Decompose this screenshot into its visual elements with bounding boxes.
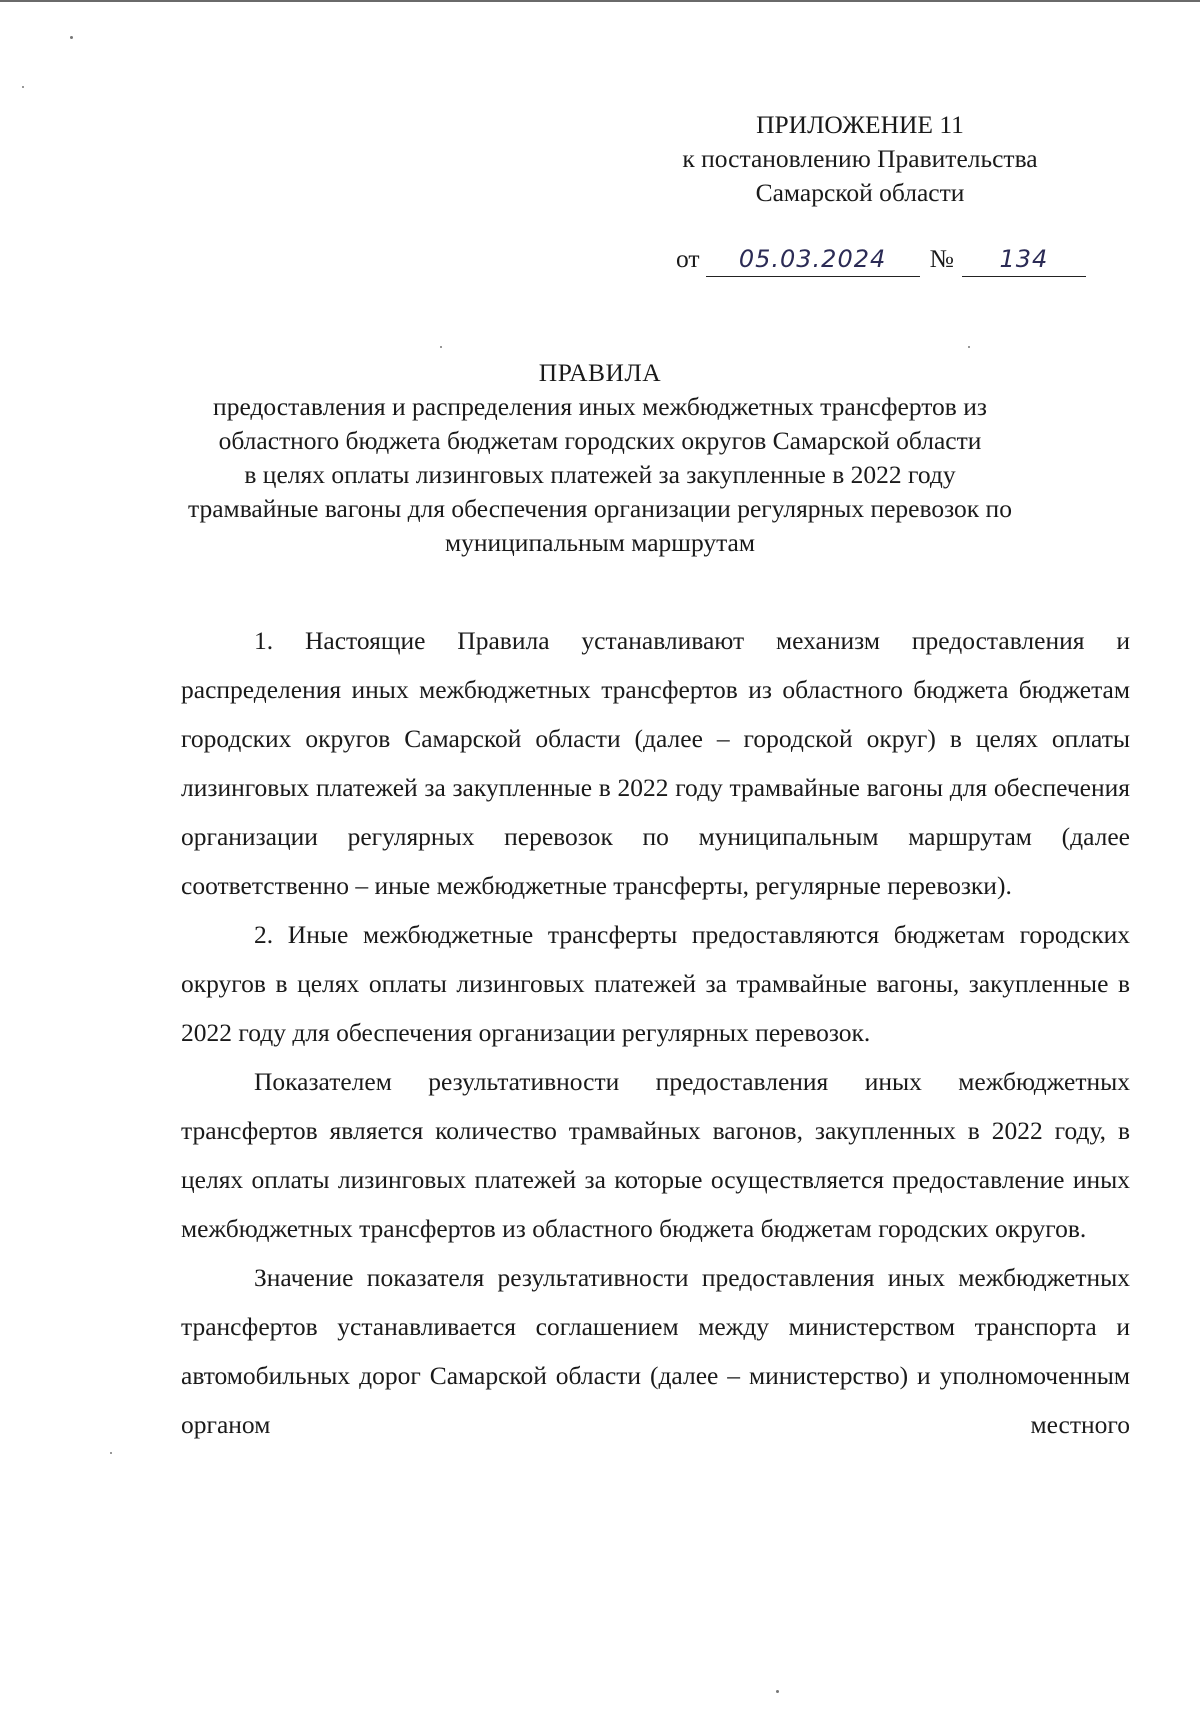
document-title: ПРАВИЛА xyxy=(538,358,662,387)
handwritten-number: 134 xyxy=(962,242,1086,277)
subtitle-line: областного бюджета бюджетам городских округов Самарской области xyxy=(218,426,982,455)
handwritten-date: 05.03.2024 xyxy=(706,242,920,277)
subtitle-line: в целях оплаты лизинговых платежей за закупленные в 2022 году xyxy=(244,460,956,489)
attachment-number: ПРИЛОЖЕНИЕ 11 xyxy=(756,110,964,139)
scan-speck xyxy=(968,346,970,348)
subtitle-line: муниципальным маршрутам xyxy=(444,528,756,557)
subtitle-line: предоставления и распределения иных межбюджетных трансфертов из xyxy=(213,392,987,421)
date-from-label: от xyxy=(676,244,700,273)
resolution-date-line xyxy=(676,242,1086,277)
scan-top-edge xyxy=(0,0,1200,2)
document-subtitle xyxy=(160,390,1040,560)
attachment-region: Самарской области xyxy=(755,178,965,207)
scan-speck xyxy=(440,346,442,348)
subtitle-line: трамвайные вагоны для обеспечения организации регулярных перевозок по xyxy=(188,494,1012,523)
document-body xyxy=(181,616,1130,1449)
scan-speck xyxy=(70,36,73,39)
paragraph-1: 1. Настоящие Правила устанавливают механизм предоставления и распределения иных межбюджетных трансфертов из областного бюджета бюджетам городских округов Самарской области (далее – городской округ) в целях оплаты лизинговых платежей за закупленные в 2022 году трамвайные вагоны для обеспечения организации регулярных перевозок по муниципальным маршрутам (далее соответственно – иные межбюджетные трансферты, регулярные перевозки). xyxy=(181,626,1130,900)
attachment-block xyxy=(620,108,1100,210)
scan-speck xyxy=(110,1452,112,1454)
attachment-reference: к постановлению Правительства xyxy=(682,144,1038,173)
paragraph-3: Показателем результативности предоставления иных межбюджетных трансфертов является количество трамвайных вагонов, закупленных в 2022 году, в целях оплаты лизинговых платежей за которые осуществляется предоставление иных межбюджетных трансфертов из областного бюджета бюджетам городских округов. xyxy=(181,1067,1130,1243)
paragraph-2: 2. Иные межбюджетные трансферты предоставляются бюджетам городских округов в целях оплаты лизинговых платежей за трамвайные вагоны, закупленные в 2022 году для обеспечения организации регулярных перевозок. xyxy=(181,920,1130,1047)
paragraph-4: Значение показателя результативности предоставления иных межбюджетных трансфертов устанавливается соглашением между министерством транспорта и автомобильных дорог Самарской области (далее – министерство) и уполномоченным органом местного xyxy=(181,1263,1130,1439)
scan-speck xyxy=(22,86,24,88)
number-label: № xyxy=(929,244,954,273)
scan-speck xyxy=(776,1690,779,1693)
